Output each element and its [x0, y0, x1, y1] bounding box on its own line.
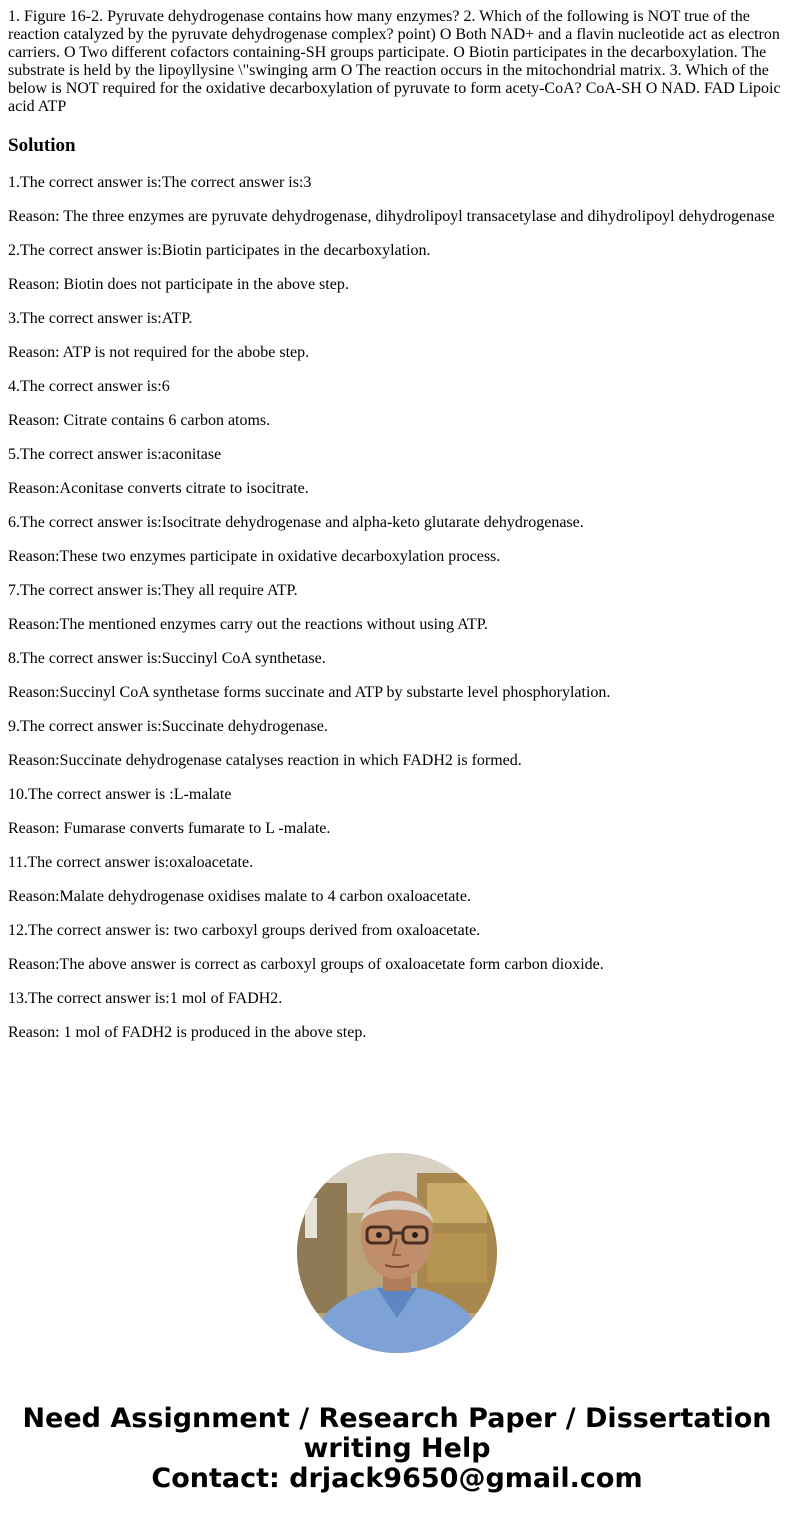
- answer-line: 13.The correct answer is:1 mol of FADH2.: [8, 990, 283, 1007]
- reason-line: Reason: The three enzymes are pyruvate dehydrogenase, dihydrolipoyl transacetylase and dihydrolipoyl dehydrogenase: [8, 208, 775, 225]
- answer-line: 12.The correct answer is: two carboxyl groups derived from oxaloacetate.: [8, 922, 481, 939]
- reason-line: Reason: Citrate contains 6 carbon atoms.: [8, 412, 271, 429]
- answer-line: 1.The correct answer is:The correct answer is:3: [8, 174, 312, 191]
- author-photo: [297, 1153, 497, 1353]
- answer-line: 2.The correct answer is:Biotin participates in the decarboxylation.: [8, 242, 431, 259]
- banner-line-1: Need Assignment / Research Paper / Dissertation: [22, 1403, 772, 1434]
- reason-line: Reason:These two enzymes participate in oxidative decarboxylation process.: [8, 548, 501, 565]
- answer-line: 10.The correct answer is :L-malate: [8, 786, 232, 803]
- reason-line: Reason: Fumarase converts fumarate to L -malate.: [8, 820, 331, 837]
- answer-line: 11.The correct answer is:oxaloacetate.: [8, 854, 254, 871]
- answer-line: 6.The correct answer is:Isocitrate dehydrogenase and alpha-keto glutarate dehydrogenase.: [8, 514, 584, 531]
- answer-line: 8.The correct answer is:Succinyl CoA synthetase.: [8, 650, 326, 667]
- solution-list: [8, 174, 794, 1058]
- reason-line: Reason:Succinate dehydrogenase catalyses reaction in which FADH2 is formed.: [8, 752, 522, 769]
- banner-contact-line: Contact: drjack9650@gmail.com: [151, 1463, 643, 1494]
- reason-line: Reason:Succinyl CoA synthetase forms succinate and ATP by substarte level phosphorylation.: [8, 684, 611, 701]
- question-text: 1. Figure 16-2. Pyruvate dehydrogenase contains how many enzymes? 2. Which of the following is NOT true of the reaction catalyzed by the pyruvate dehydrogenase complex? point) O Both NAD+ and a flavin nucleotide act as electron carriers. O Two different cofactors containing-SH groups participate. O Biotin participates in the decarboxylation. The substrate is held by the lipoyllysine \"swinging arm O The reaction occurs in the mitochondrial matrix. 3. Which of the below is NOT required for the oxidative decarboxylation of pyruvate to form acety-CoA? CoA-SH O NAD. FAD Lipoic acid ATP: [8, 8, 781, 115]
- contact-banner: [0, 1404, 794, 1494]
- answer-line: 4.The correct answer is:6: [8, 378, 170, 395]
- banner-line-2: writing Help: [303, 1433, 491, 1464]
- reason-line: Reason: 1 mol of FADH2 is produced in the above step.: [8, 1024, 367, 1041]
- answer-line: 7.The correct answer is:They all require ATP.: [8, 582, 298, 599]
- reason-line: Reason:Aconitase converts citrate to isocitrate.: [8, 480, 309, 497]
- reason-line: Reason:The mentioned enzymes carry out the reactions without using ATP.: [8, 616, 488, 633]
- reason-line: Reason: Biotin does not participate in the above step.: [8, 276, 349, 293]
- answer-line: 5.The correct answer is:aconitase: [8, 446, 222, 463]
- reason-line: Reason: ATP is not required for the abobe step.: [8, 344, 310, 361]
- answer-line: 3.The correct answer is:ATP.: [8, 310, 193, 327]
- solution-heading: Solution: [8, 135, 76, 156]
- answer-line: 9.The correct answer is:Succinate dehydrogenase.: [8, 718, 328, 735]
- reason-line: Reason:Malate dehydrogenase oxidises malate to 4 carbon oxaloacetate.: [8, 888, 471, 905]
- reason-line: Reason:The above answer is correct as carboxyl groups of oxaloacetate form carbon dioxide.: [8, 956, 604, 973]
